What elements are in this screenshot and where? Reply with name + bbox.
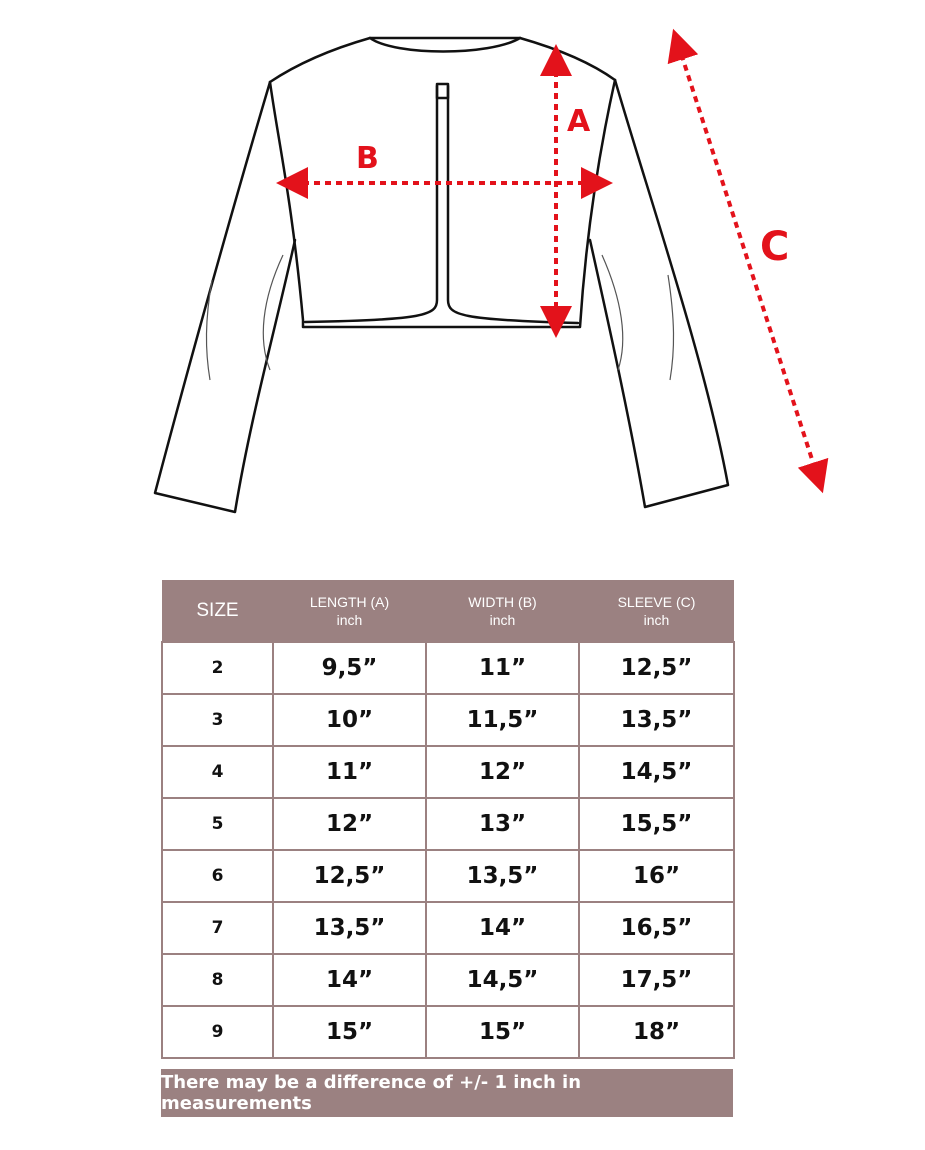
measure-c-label: C: [760, 224, 790, 270]
size-cell: 4: [162, 746, 273, 798]
size-cell: 5: [162, 798, 273, 850]
header-unit: inch: [336, 611, 363, 628]
table-row: [162, 1006, 734, 1058]
table-row: [162, 694, 734, 746]
length-cell: 9,5”: [273, 642, 426, 694]
width-cell: 15”: [426, 1006, 579, 1058]
table-row: [162, 850, 734, 902]
sleeve-cell: 18”: [579, 1006, 734, 1058]
header-label: SIZE: [196, 599, 239, 621]
jacket-measurement-diagram: [0, 0, 925, 540]
table-header-row: [162, 580, 734, 642]
measurement-disclaimer: There may be a difference of +/- 1 inch in measurements: [161, 1069, 733, 1117]
header-unit: inch: [489, 611, 516, 628]
header-label: SLEEVE (C): [617, 593, 696, 610]
size-cell: 2: [162, 642, 273, 694]
length-cell: 14”: [273, 954, 426, 1006]
sleeve-cell: 12,5”: [579, 642, 734, 694]
header-width: [426, 580, 579, 642]
width-cell: 14”: [426, 902, 579, 954]
sleeve-cell: 13,5”: [579, 694, 734, 746]
size-cell: 7: [162, 902, 273, 954]
sleeve-cell: 14,5”: [579, 746, 734, 798]
size-chart-table: [161, 580, 735, 1059]
header-label: WIDTH (B): [468, 593, 537, 610]
size-cell: 9: [162, 1006, 273, 1058]
length-cell: 15”: [273, 1006, 426, 1058]
header-label: LENGTH (A): [309, 593, 390, 610]
size-cell: 6: [162, 850, 273, 902]
sleeve-cell: 16”: [579, 850, 734, 902]
header-size: [162, 580, 273, 642]
width-cell: 11,5”: [426, 694, 579, 746]
table-row: [162, 798, 734, 850]
sleeve-cell: 17,5”: [579, 954, 734, 1006]
measure-b-label: B: [356, 141, 379, 176]
table-row: [162, 642, 734, 694]
table-row: [162, 902, 734, 954]
width-cell: 13,5”: [426, 850, 579, 902]
width-cell: 12”: [426, 746, 579, 798]
measure-c-arrow: [678, 44, 818, 478]
jacket-outline: [155, 38, 728, 512]
sleeve-cell: 16,5”: [579, 902, 734, 954]
size-cell: 3: [162, 694, 273, 746]
header-sleeve: [579, 580, 734, 642]
width-cell: 14,5”: [426, 954, 579, 1006]
length-cell: 11”: [273, 746, 426, 798]
width-cell: 13”: [426, 798, 579, 850]
table-row: [162, 746, 734, 798]
header-length: [273, 580, 426, 642]
sleeve-cell: 15,5”: [579, 798, 734, 850]
width-cell: 11”: [426, 642, 579, 694]
measure-a-label: A: [567, 104, 591, 139]
length-cell: 10”: [273, 694, 426, 746]
header-unit: inch: [643, 611, 670, 628]
length-cell: 12,5”: [273, 850, 426, 902]
length-cell: 12”: [273, 798, 426, 850]
length-cell: 13,5”: [273, 902, 426, 954]
size-cell: 8: [162, 954, 273, 1006]
table-row: [162, 954, 734, 1006]
